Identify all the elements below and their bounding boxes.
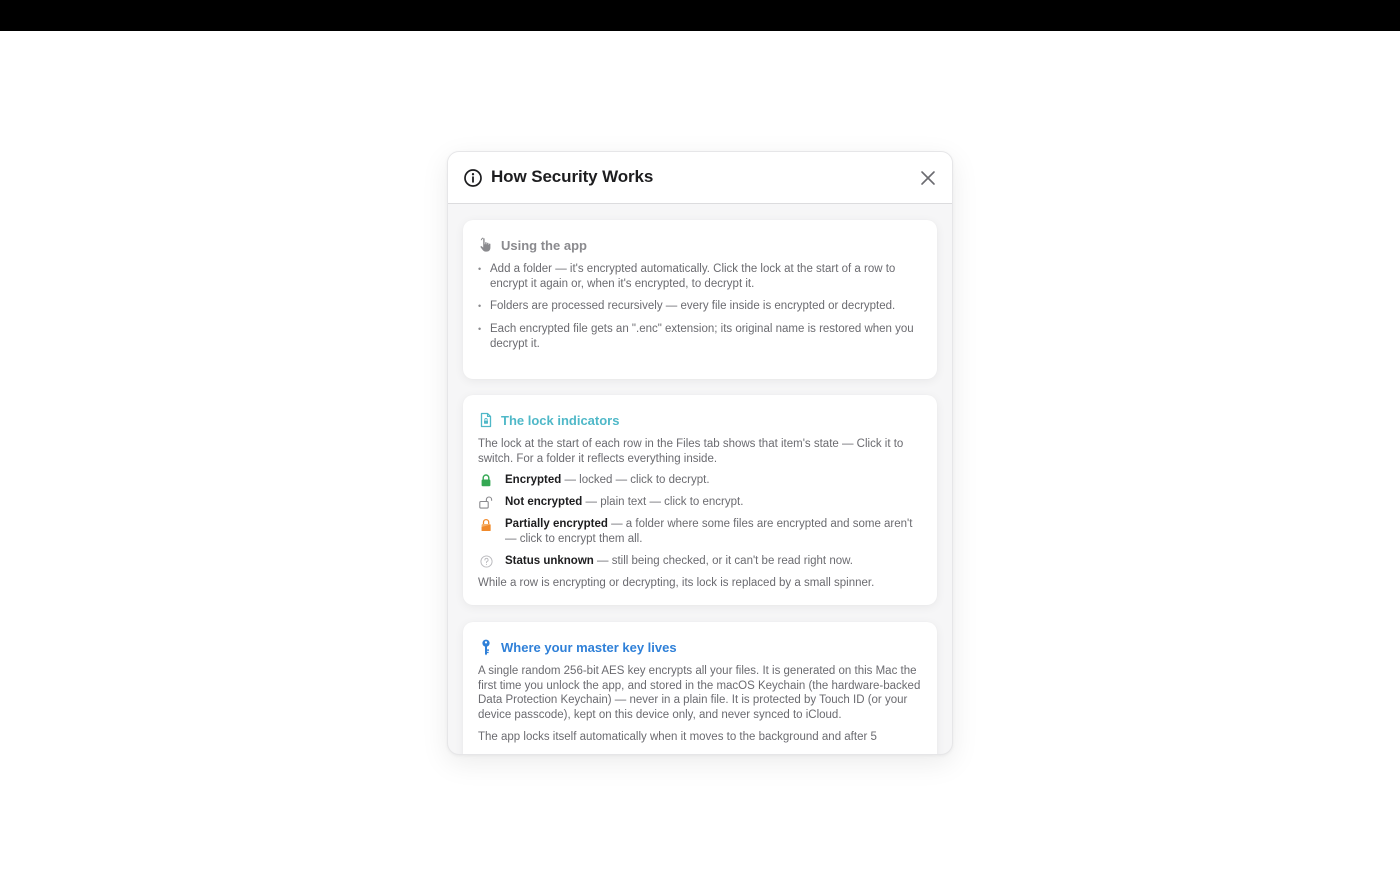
list-item: • Folders are processed recursively — every file inside is encrypted or decrypted. xyxy=(478,299,922,314)
section-title: Using the app xyxy=(501,237,587,253)
question-circle-icon xyxy=(478,554,494,569)
legend-encrypted xyxy=(478,473,922,488)
close-button[interactable] xyxy=(918,168,938,188)
close-x-icon xyxy=(918,168,938,188)
legend-desc: — a folder where some files are encrypted and some aren't — click to encrypt them all. xyxy=(505,518,913,546)
section-lock-indicators xyxy=(463,395,937,605)
document-lock-icon xyxy=(478,412,494,428)
section-using-app xyxy=(463,220,937,379)
legend-partially-encrypted xyxy=(478,517,922,546)
legend-desc: — still being checked, or it can't be read right now. xyxy=(593,554,853,567)
legend-label: Encrypted xyxy=(505,474,562,487)
section-paragraph: A single random 256-bit AES key encrypts all your files. It is generated on this Mac the first time you unlock the app, and stored in the macOS Keychain (the hardware-backed Data Protection Keychain) — never in a plain file. It is protected by Touch ID (or your device passcode), kept on this device only, and never synced to iCloud. xyxy=(478,665,921,722)
lock-partial-icon xyxy=(478,517,494,532)
list-item: • Add a folder — it's encrypted automatically. Click the lock at the start of a row to encrypt it again or, when it's encrypted, to decrypt it. xyxy=(478,262,922,291)
lock-closed-icon xyxy=(478,473,494,488)
dialog-scroll-area[interactable] xyxy=(448,204,952,755)
dialog-title: How Security Works xyxy=(491,167,654,186)
security-info-dialog xyxy=(447,151,953,755)
legend-not-encrypted xyxy=(478,495,922,510)
section-title: The lock indicators xyxy=(501,412,620,428)
key-icon xyxy=(478,639,494,655)
hand-pointer-icon xyxy=(478,237,494,253)
section-master-key xyxy=(463,622,937,755)
section-outro: While a row is encrypting or decrypting, its lock is replaced by a small spinner. xyxy=(478,576,875,589)
section-paragraph: The app locks itself automatically when it moves to the background and after 5 xyxy=(478,730,877,743)
section-title: Where your master key lives xyxy=(501,639,677,655)
legend-status-unknown xyxy=(478,554,922,569)
info-circle-icon xyxy=(463,168,483,188)
legend-label: Partially encrypted xyxy=(505,518,608,531)
dialog-header xyxy=(448,152,952,204)
lock-open-icon xyxy=(478,495,494,510)
bullet-list xyxy=(478,262,922,352)
top-bar xyxy=(0,0,1400,31)
section-intro: The lock at the start of each row in the Files tab shows that item's state — Click it to switch. For a folder it reflects everything inside. xyxy=(478,438,904,465)
legend-desc: — locked — click to decrypt. xyxy=(561,474,710,487)
legend-label: Status unknown xyxy=(505,554,594,567)
legend-label: Not encrypted xyxy=(505,496,583,509)
list-item: • Each encrypted file gets an ".enc" extension; its original name is restored when you decrypt it. xyxy=(478,322,922,351)
legend-desc: — plain text — click to encrypt. xyxy=(582,496,744,509)
